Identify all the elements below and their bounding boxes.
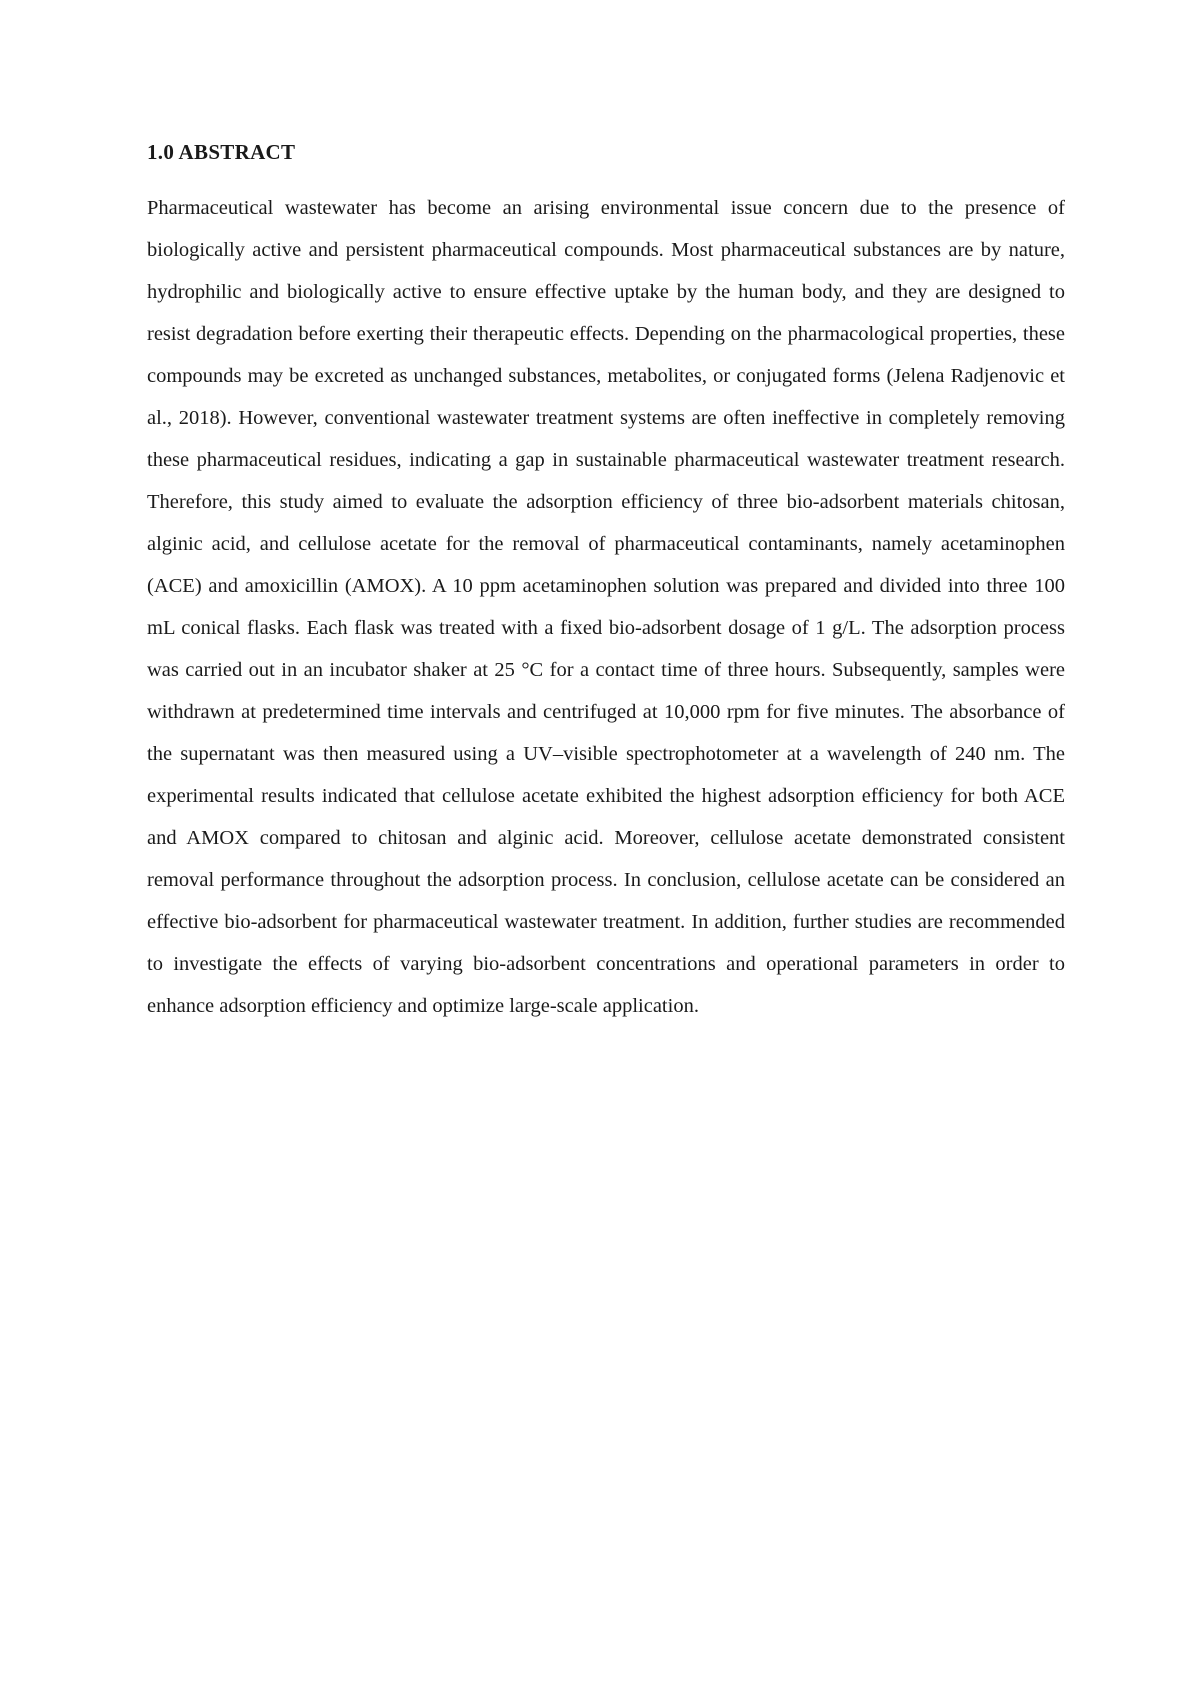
abstract-section (147, 140, 1065, 1027)
section-heading: 1.0 ABSTRACT (147, 140, 296, 164)
abstract-paragraph: Pharmaceutical wastewater has become an arising environmental issue concern due to the presence of biologically active and persistent pharmaceutical compounds. Most pharmaceutical substances are by nature, hydrophilic and biologically active to ensure effective uptake by the human body, and they are designed to resist degradation before exerting their therapeutic effects. Depending on the pharmacological properties, these compounds may be excreted as unchanged substances, metabolites, or conjugated forms (Jelena Radjenovic et al., 2018). However, conventional wastewater treatment systems are often ineffective in completely removing these pharmaceutical residues, indicating a gap in sustainable pharmaceutical wastewater treatment research. Therefore, this study aimed to evaluate the adsorption efficiency of three bio-adsorbent materials chitosan, alginic acid, and cellulose acetate for the removal of pharmaceutical contaminants, namely acetaminophen (ACE) and amoxicillin (AMOX). A 10 ppm acetaminophen solution was prepared and divided into three 100 mL conical flasks. Each flask was treated with a fixed bio-adsorbent dosage of 1 g/L. The adsorption process was carried out in an incubator shaker at 25 °C for a contact time of three hours. Subsequently, samples were withdrawn at predetermined time intervals and centrifuged at 10,000 rpm for five minutes. The absorbance of the supernatant was then measured using a UV–visible spectrophotometer at a wavelength of 240 nm. The experimental results indicated that cellulose acetate exhibited the highest adsorption efficiency for both ACE and AMOX compared to chitosan and alginic acid. Moreover, cellulose acetate demonstrated consistent removal performance throughout the adsorption process. In conclusion, cellulose acetate can be considered an effective bio-adsorbent for pharmaceutical wastewater treatment. In addition, further studies are recommended to investigate the effects of varying bio-adsorbent concentrations and operational parameters in order to enhance adsorption efficiency and optimize large-scale application. (147, 197, 1065, 1018)
